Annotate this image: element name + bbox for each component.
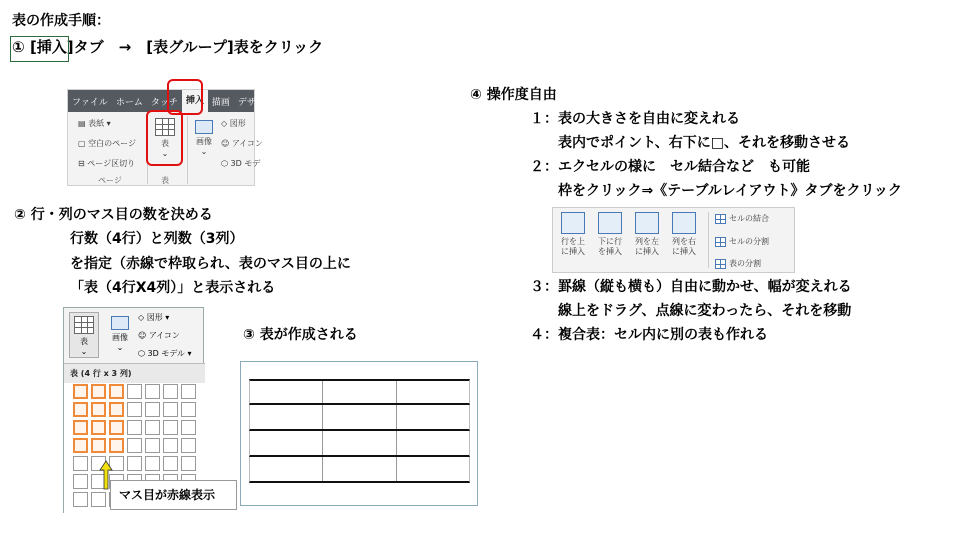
- grid-cell[interactable]: [163, 384, 178, 399]
- table-row: [249, 405, 470, 431]
- table-cell[interactable]: [397, 405, 469, 429]
- grid-cell[interactable]: [145, 420, 160, 435]
- step4-item2b: 枠をクリック⇒《テーブルレイアウト》タブをクリック: [558, 183, 902, 199]
- callout-box: マス目が赤線表示: [110, 480, 237, 510]
- picker-3d[interactable]: ⬡ 3D モデル ▾: [138, 349, 192, 358]
- step2-line2: を指定（赤線で枠取られ、表のマス目の上に: [70, 256, 351, 272]
- table-group-label: 表: [161, 176, 169, 185]
- step2-title: ② 行・列のマス目の数を決める: [14, 207, 213, 223]
- grid-cell[interactable]: [163, 456, 178, 471]
- table-cell[interactable]: [250, 381, 323, 403]
- picker-image-button[interactable]: 画像 ⌄: [109, 316, 131, 352]
- grid-cell[interactable]: [73, 474, 88, 489]
- table-row: [249, 431, 470, 457]
- merge-icon: [715, 214, 726, 224]
- table-button-highlight: [146, 110, 183, 166]
- grid-cell[interactable]: [181, 402, 196, 417]
- grid-size-label: 表 (4 行 x 3 列): [64, 364, 205, 383]
- step4-item3a: ３：罫線（縦も横も）自由に動かせ、幅が変えれる: [530, 279, 852, 295]
- grid-cell[interactable]: [91, 402, 106, 417]
- col-left-icon: [635, 212, 659, 234]
- table-row: [249, 379, 470, 405]
- tab-design[interactable]: デザ: [237, 97, 256, 108]
- grid-cell[interactable]: [181, 438, 196, 453]
- grid-cell[interactable]: [91, 384, 106, 399]
- step2-line3: 「表（4行X4列）」と表示される: [70, 280, 276, 296]
- table-row: [249, 457, 470, 483]
- grid-cell[interactable]: [109, 402, 124, 417]
- grid-cell[interactable]: [127, 456, 142, 471]
- grid-cell[interactable]: [73, 456, 88, 471]
- step2-line1: 行数（4行）と列数（3列）: [70, 231, 244, 247]
- grid-cell[interactable]: [145, 438, 160, 453]
- step4-item3b: 線上をドラグ、点線に変わったら、それを移動: [558, 303, 852, 319]
- split-table-button[interactable]: 表の分割: [715, 258, 761, 269]
- split-table-icon: [715, 259, 726, 269]
- table-icon: [74, 316, 94, 334]
- table-cell[interactable]: [397, 431, 469, 455]
- grid-cell[interactable]: [181, 420, 196, 435]
- table-cell[interactable]: [323, 457, 396, 481]
- table-layout-ribbon: [552, 207, 795, 273]
- tab-file[interactable]: ファイル: [72, 97, 108, 108]
- grid-cell[interactable]: [163, 420, 178, 435]
- grid-cell[interactable]: [145, 456, 160, 471]
- tab-insert[interactable]: 挿入: [182, 90, 208, 112]
- created-table: [249, 379, 470, 483]
- created-table-preview: [240, 361, 478, 506]
- image-icon: [111, 316, 129, 330]
- table-button[interactable]: 表 ⌄: [154, 118, 176, 158]
- grid-cell[interactable]: [73, 384, 88, 399]
- picker-icons[interactable]: ☺ アイコン: [138, 331, 180, 340]
- grid-cell[interactable]: [73, 492, 88, 507]
- table-cell[interactable]: [250, 405, 323, 429]
- grid-cell[interactable]: [91, 438, 106, 453]
- table-cell[interactable]: [397, 381, 469, 403]
- grid-cell[interactable]: [109, 438, 124, 453]
- grid-cell[interactable]: [127, 384, 142, 399]
- table-cell[interactable]: [397, 457, 469, 481]
- step4-item2a: ２：エクセルの様に セル結合など も可能: [530, 159, 810, 175]
- image-button[interactable]: 画像 ⌄: [193, 120, 215, 156]
- page-heading: 表の作成手順：: [12, 13, 110, 29]
- step4-item1a: １：表の大きさを自由に変えれる: [530, 111, 740, 127]
- table-cell[interactable]: [250, 431, 323, 455]
- step4-item4: ４：複合表：セル内に別の表も作れる: [530, 327, 768, 343]
- 3d-model-button[interactable]: ⬡ 3D モデ: [221, 159, 261, 168]
- insert-row-above-button[interactable]: 行を上 に挿入: [556, 212, 590, 257]
- table-cell[interactable]: [250, 457, 323, 481]
- grid-cell[interactable]: [145, 402, 160, 417]
- step1-highlight: [10, 36, 69, 62]
- grid-cell[interactable]: [73, 402, 88, 417]
- step1-number: ①: [12, 38, 25, 56]
- table-cell[interactable]: [323, 381, 396, 403]
- grid-cell[interactable]: [181, 456, 196, 471]
- table-cell[interactable]: [323, 405, 396, 429]
- merge-cells-button[interactable]: セルの結合: [715, 213, 769, 224]
- tab-home[interactable]: ホーム: [115, 97, 143, 108]
- blank-page-button[interactable]: ▢ 空白のページ: [78, 139, 136, 148]
- row-above-icon: [561, 212, 585, 234]
- image-icon: [195, 120, 213, 134]
- table-cell[interactable]: [323, 431, 396, 455]
- icons-button[interactable]: ☺ アイコン: [221, 139, 263, 148]
- step4-title: ④ 操作度自由: [470, 87, 557, 103]
- grid-cell[interactable]: [163, 402, 178, 417]
- grid-cell[interactable]: [127, 402, 142, 417]
- grid-cell[interactable]: [73, 420, 88, 435]
- grid-cell[interactable]: [181, 384, 196, 399]
- grid-cell[interactable]: [73, 438, 88, 453]
- ribbon-tabs: [68, 90, 254, 112]
- step1-insert: [挿入]: [29, 38, 74, 56]
- grid-cell[interactable]: [109, 384, 124, 399]
- tab-touch[interactable]: タッチ: [150, 97, 178, 108]
- row-below-icon: [598, 212, 622, 234]
- picker-table-button[interactable]: 表 ⌄: [69, 312, 99, 358]
- page-break-button[interactable]: ⊟ ページ区切り: [78, 159, 136, 168]
- shapes-button[interactable]: ◇ 図形: [221, 119, 246, 128]
- grid-cell[interactable]: [127, 420, 142, 435]
- grid-cell[interactable]: [91, 492, 106, 507]
- step4-item1b: 表内でポイント、右下に□、それを移動させる: [558, 135, 850, 151]
- tab-draw[interactable]: 描画: [211, 97, 230, 108]
- grid-cell[interactable]: [163, 438, 178, 453]
- grid-cell[interactable]: [145, 384, 160, 399]
- step1-rest: タブ → [表グループ]表をクリック: [73, 38, 324, 56]
- grid-cell[interactable]: [109, 420, 124, 435]
- split-icon: [715, 237, 726, 247]
- col-right-icon: [672, 212, 696, 234]
- grid-cell[interactable]: [127, 438, 142, 453]
- insert-col-left-button[interactable]: 列を左 に挿入: [630, 212, 664, 257]
- picker-shapes[interactable]: ◇ 図形 ▾: [138, 313, 170, 322]
- cover-page-button[interactable]: ▤ 表紙 ▾: [78, 119, 111, 128]
- insert-row-below-button[interactable]: 下に行 を挿入: [593, 212, 627, 257]
- step3-title: ③ 表が作成される: [243, 327, 358, 343]
- split-cells-button[interactable]: セルの分割: [715, 236, 769, 247]
- grid-cell[interactable]: [91, 420, 106, 435]
- page-group-label: ページ: [98, 176, 122, 185]
- insert-col-right-button[interactable]: 列を右 に挿入: [667, 212, 701, 257]
